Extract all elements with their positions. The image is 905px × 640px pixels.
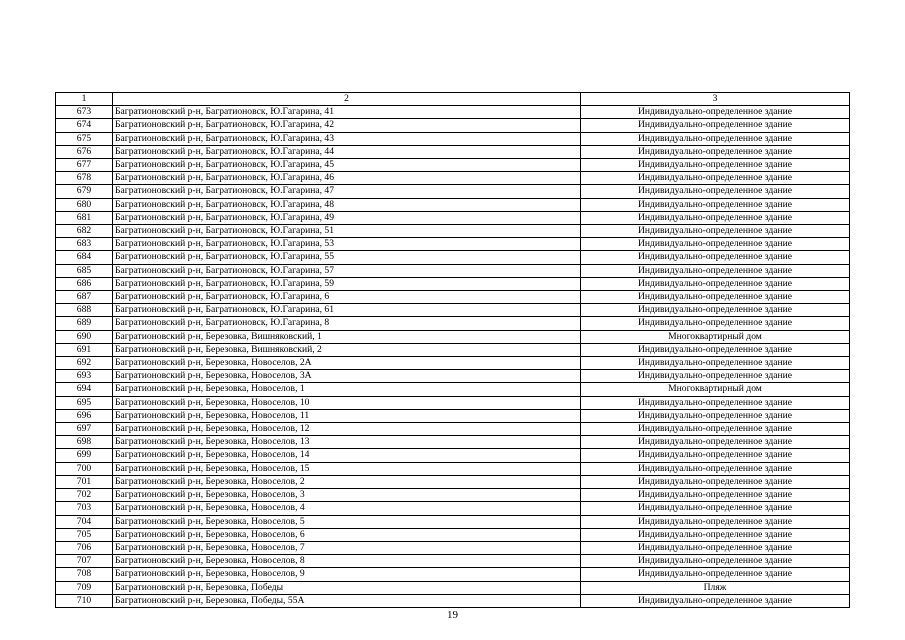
row-number: 684 [56, 251, 113, 264]
row-address: Багратионовский р-н, Березовка, Новоселов, 2А [113, 357, 581, 370]
row-object-type: Индивидуально-определенное здание [581, 436, 850, 449]
table-row [56, 291, 850, 304]
row-object-type: Индивидуально-определенное здание [581, 370, 850, 383]
row-number: 686 [56, 277, 113, 290]
row-address: Багратионовский р-н, Багратионовск, Ю.Гагарина, 49 [113, 211, 581, 224]
table-row [56, 159, 850, 172]
row-object-type: Индивидуально-определенное здание [581, 568, 850, 581]
table-row [56, 581, 850, 594]
table-row [56, 462, 850, 475]
row-address: Багратионовский р-н, Березовка, Новоселов, 8 [113, 555, 581, 568]
row-number: 704 [56, 515, 113, 528]
row-address: Багратионовский р-н, Багратионовск, Ю.Гагарина, 61 [113, 304, 581, 317]
row-number: 677 [56, 159, 113, 172]
row-number: 700 [56, 462, 113, 475]
row-number: 696 [56, 409, 113, 422]
table-row [56, 594, 850, 607]
table-row [56, 409, 850, 422]
row-object-type: Индивидуально-определенное здание [581, 119, 850, 132]
row-address: Багратионовский р-н, Багратионовск, Ю.Гагарина, 51 [113, 225, 581, 238]
row-number: 674 [56, 119, 113, 132]
row-address: Багратионовский р-н, Багратионовск, Ю.Гагарина, 47 [113, 185, 581, 198]
row-address: Багратионовский р-н, Багратионовск, Ю.Гагарина, 6 [113, 291, 581, 304]
row-number: 693 [56, 370, 113, 383]
row-number: 706 [56, 541, 113, 554]
row-number: 681 [56, 211, 113, 224]
row-object-type: Многоквартирный дом [581, 330, 850, 343]
row-address: Багратионовский р-н, Березовка, Новоселов, 10 [113, 396, 581, 409]
row-object-type: Индивидуально-определенное здание [581, 251, 850, 264]
table-row [56, 172, 850, 185]
table-row [56, 528, 850, 541]
row-object-type: Индивидуально-определенное здание [581, 475, 850, 488]
row-number: 689 [56, 317, 113, 330]
row-address: Багратионовский р-н, Багратионовск, Ю.Гагарина, 53 [113, 238, 581, 251]
row-address: Багратионовский р-н, Березовка, Победы [113, 581, 581, 594]
table-row [56, 502, 850, 515]
row-address: Багратионовский р-н, Березовка, Вишняковский, 2 [113, 343, 581, 356]
row-object-type: Индивидуально-определенное здание [581, 462, 850, 475]
table-row [56, 185, 850, 198]
table-row [56, 317, 850, 330]
row-address: Багратионовский р-н, Березовка, Новоселов, 9 [113, 568, 581, 581]
page-number: 19 [447, 609, 458, 621]
row-number: 687 [56, 291, 113, 304]
row-address: Багратионовский р-н, Березовка, Новоселов, 3 [113, 489, 581, 502]
table-row [56, 370, 850, 383]
row-object-type: Индивидуально-определенное здание [581, 396, 850, 409]
row-object-type: Индивидуально-определенное здание [581, 541, 850, 554]
row-number: 710 [56, 594, 113, 607]
row-number: 692 [56, 357, 113, 370]
row-address: Багратионовский р-н, Багратионовск, Ю.Гагарина, 55 [113, 251, 581, 264]
row-object-type: Индивидуально-определенное здание [581, 423, 850, 436]
row-number: 698 [56, 436, 113, 449]
table-row [56, 568, 850, 581]
row-number: 679 [56, 185, 113, 198]
row-object-type: Индивидуально-определенное здание [581, 304, 850, 317]
table-row [56, 475, 850, 488]
table-header-row [56, 93, 850, 106]
row-address: Багратионовский р-н, Багратионовск, Ю.Гагарина, 48 [113, 198, 581, 211]
table-row [56, 238, 850, 251]
row-number: 694 [56, 383, 113, 396]
table-row [56, 145, 850, 158]
row-number: 701 [56, 475, 113, 488]
row-number: 690 [56, 330, 113, 343]
row-address: Багратионовский р-н, Березовка, Вишняковский, 1 [113, 330, 581, 343]
row-address: Багратионовский р-н, Березовка, Новоселов, 12 [113, 423, 581, 436]
row-address: Багратионовский р-н, Багратионовск, Ю.Гагарина, 41 [113, 106, 581, 119]
row-object-type: Индивидуально-определенное здание [581, 185, 850, 198]
row-object-type: Индивидуально-определенное здание [581, 277, 850, 290]
row-object-type: Индивидуально-определенное здание [581, 515, 850, 528]
row-number: 691 [56, 343, 113, 356]
row-number: 688 [56, 304, 113, 317]
table-row [56, 330, 850, 343]
table-row [56, 436, 850, 449]
row-object-type: Индивидуально-определенное здание [581, 409, 850, 422]
table-row [56, 423, 850, 436]
row-address: Багратионовский р-н, Багратионовск, Ю.Гагарина, 45 [113, 159, 581, 172]
row-object-type: Индивидуально-определенное здание [581, 317, 850, 330]
table-row [56, 541, 850, 554]
table-row [56, 225, 850, 238]
row-address: Багратионовский р-н, Березовка, Новоселов, 5 [113, 515, 581, 528]
table-row [56, 489, 850, 502]
row-number: 699 [56, 449, 113, 462]
row-address: Багратионовский р-н, Березовка, Новоселов, 13 [113, 436, 581, 449]
header-col-2: 2 [113, 93, 581, 106]
row-number: 676 [56, 145, 113, 158]
row-number: 707 [56, 555, 113, 568]
row-object-type: Индивидуально-определенное здание [581, 225, 850, 238]
row-object-type: Индивидуально-определенное здание [581, 291, 850, 304]
row-number: 673 [56, 106, 113, 119]
table-row [56, 343, 850, 356]
table-row [56, 198, 850, 211]
row-number: 695 [56, 396, 113, 409]
row-object-type: Индивидуально-определенное здание [581, 264, 850, 277]
row-address: Багратионовский р-н, Багратионовск, Ю.Гагарина, 43 [113, 132, 581, 145]
row-address: Багратионовский р-н, Багратионовск, Ю.Гагарина, 8 [113, 317, 581, 330]
header-col-3: 3 [581, 93, 850, 106]
row-number: 678 [56, 172, 113, 185]
table-row [56, 264, 850, 277]
row-object-type: Индивидуально-определенное здание [581, 594, 850, 607]
table-row [56, 132, 850, 145]
row-object-type: Индивидуально-определенное здание [581, 555, 850, 568]
row-address: Багратионовский р-н, Березовка, Новоселов, 6 [113, 528, 581, 541]
row-object-type: Индивидуально-определенное здание [581, 449, 850, 462]
row-address: Багратионовский р-н, Березовка, Новоселов, 3А [113, 370, 581, 383]
table-body [56, 93, 850, 608]
property-table [55, 92, 850, 608]
row-number: 705 [56, 528, 113, 541]
row-object-type: Индивидуально-определенное здание [581, 198, 850, 211]
row-address: Багратионовский р-н, Березовка, Новоселов, 11 [113, 409, 581, 422]
row-address: Багратионовский р-н, Багратионовск, Ю.Гагарина, 59 [113, 277, 581, 290]
row-address: Багратионовский р-н, Багратионовск, Ю.Гагарина, 57 [113, 264, 581, 277]
row-object-type: Индивидуально-определенное здание [581, 502, 850, 515]
row-address: Багратионовский р-н, Березовка, Новоселов, 7 [113, 541, 581, 554]
row-object-type: Индивидуально-определенное здание [581, 343, 850, 356]
row-address: Багратионовский р-н, Багратионовск, Ю.Гагарина, 42 [113, 119, 581, 132]
row-number: 702 [56, 489, 113, 502]
row-object-type: Индивидуально-определенное здание [581, 145, 850, 158]
header-col-1: 1 [56, 93, 113, 106]
row-object-type: Индивидуально-определенное здание [581, 528, 850, 541]
row-address: Багратионовский р-н, Березовка, Новоселов, 15 [113, 462, 581, 475]
table-row [56, 211, 850, 224]
table-row [56, 357, 850, 370]
row-object-type: Индивидуально-определенное здание [581, 132, 850, 145]
row-number: 697 [56, 423, 113, 436]
row-object-type: Индивидуально-определенное здание [581, 238, 850, 251]
row-number: 703 [56, 502, 113, 515]
row-object-type: Индивидуально-определенное здание [581, 159, 850, 172]
row-number: 680 [56, 198, 113, 211]
row-object-type: Индивидуально-определенное здание [581, 211, 850, 224]
row-address: Багратионовский р-н, Березовка, Новоселов, 2 [113, 475, 581, 488]
row-address: Багратионовский р-н, Багратионовск, Ю.Гагарина, 46 [113, 172, 581, 185]
row-number: 685 [56, 264, 113, 277]
row-address: Багратионовский р-н, Березовка, Новоселов, 4 [113, 502, 581, 515]
row-number: 708 [56, 568, 113, 581]
row-number: 682 [56, 225, 113, 238]
table-row [56, 277, 850, 290]
table-row [56, 449, 850, 462]
row-address: Багратионовский р-н, Березовка, Победы, 55А [113, 594, 581, 607]
table-row [56, 383, 850, 396]
row-address: Багратионовский р-н, Багратионовск, Ю.Гагарина, 44 [113, 145, 581, 158]
table-row [56, 304, 850, 317]
table-row [56, 555, 850, 568]
table-row [56, 106, 850, 119]
row-object-type: Индивидуально-определенное здание [581, 357, 850, 370]
row-number: 683 [56, 238, 113, 251]
row-object-type: Многоквартирный дом [581, 383, 850, 396]
row-number: 709 [56, 581, 113, 594]
row-object-type: Пляж [581, 581, 850, 594]
row-address: Багратионовский р-н, Березовка, Новоселов, 14 [113, 449, 581, 462]
table-row [56, 251, 850, 264]
row-number: 675 [56, 132, 113, 145]
table-row [56, 119, 850, 132]
table-row [56, 515, 850, 528]
row-address: Багратионовский р-н, Березовка, Новоселов, 1 [113, 383, 581, 396]
row-object-type: Индивидуально-определенное здание [581, 106, 850, 119]
row-object-type: Индивидуально-определенное здание [581, 172, 850, 185]
table-row [56, 396, 850, 409]
row-object-type: Индивидуально-определенное здание [581, 489, 850, 502]
